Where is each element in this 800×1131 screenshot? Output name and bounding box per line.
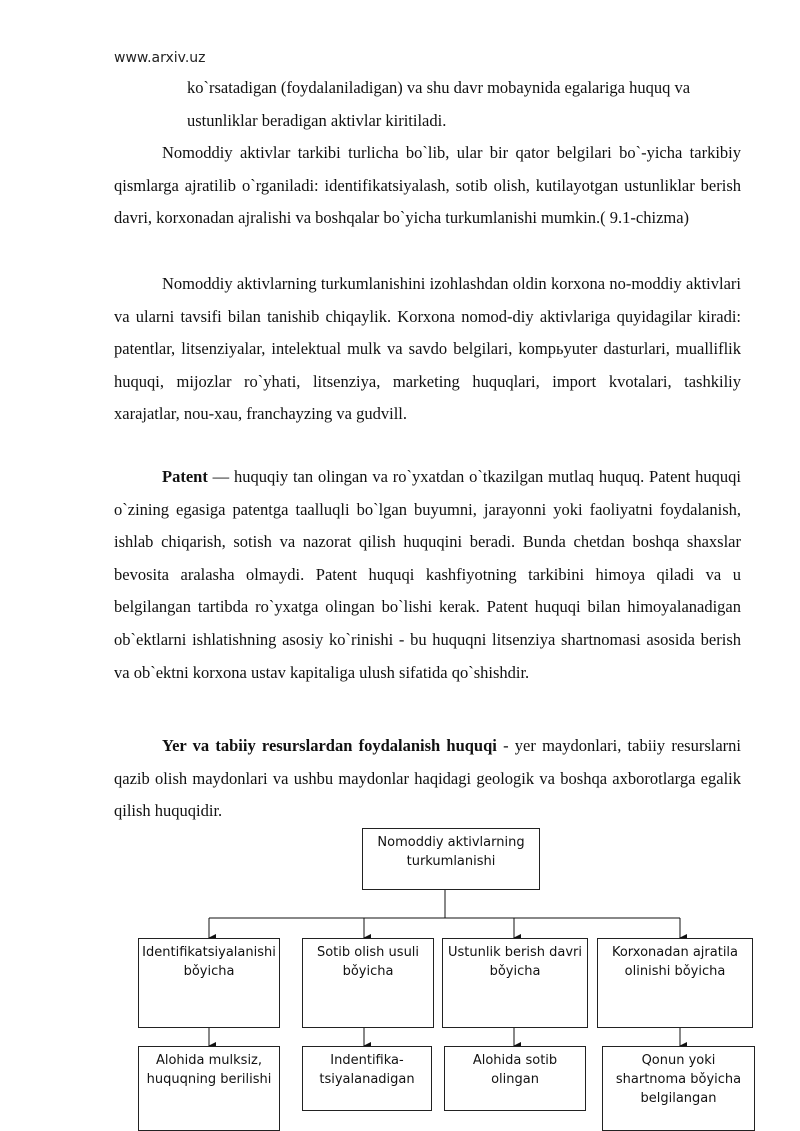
diagram-box-purchased: Alohida sotib olingan (444, 1046, 586, 1111)
term-patent: Patent (162, 467, 208, 486)
diagram-box-identification: Identifikatsiyalanishi bǒyicha (138, 938, 280, 1028)
paragraph-composition: Nomoddiy aktivlar tarkibi turlicha bo`lib, ular bir qator belgilari bo`-yicha tarkibiy qismlarga ajratilib o`rganiladi: identifikatsiyalash, sotib olish, kutilayotgan ustunliklar berish davri, korxonadan ajralishi va boshqalar bo`yicha turkumlanishi mumkin.( 9.1-chizma) (114, 143, 741, 228)
diagram-box-identifiable: Indentifika-tsiyalanadigan (302, 1046, 432, 1111)
diagram-root-box: Nomoddiy aktivlarning turkumlanishi (362, 828, 540, 890)
diagram-box-law-contract: Qonun yoki shartnoma bǒyicha belgilangan (602, 1046, 755, 1131)
term-land-rights: Yer va tabiiy resurslardan foydalanish huquqi (162, 736, 497, 755)
paragraph-continuation: ko`rsatadigan (foydalaniladigan) va shu davr mobaynida egalariga huquq va ustunliklar beradigan aktivlar kiritiladi. (187, 78, 691, 130)
paragraph-list: Nomoddiy aktivlarning turkumlanishini izohlashdan oldin korxona no-moddiy aktivlari va ularni tavsifi bilan tanishib chiqaylik. Korxona nomod-diy aktivlariga quyidagilar kiradi: patentlar, litsenziyalar, intelektual mulk va savdo belgilari, kompьyuter dasturlari, mualliflik huquqi, mijozlar ro`yhati, litsenziya, marketing huquqlari, import kvotalari, tashkiliy xarajatlar, nou-xau, franchayzing va gudvill. (114, 274, 741, 424)
diagram-box-separability: Korxonadan ajratila olinishi bǒyicha (597, 938, 753, 1028)
source-watermark: www.arxiv.uz (114, 50, 206, 66)
diagram-box-separate-right: Alohida mulksiz, huquqning berilishi (138, 1046, 280, 1131)
diagram-box-benefit-period: Ustunlik berish davri bǒyicha (442, 938, 588, 1028)
diagram-box-acquisition: Sotib olish usuli bǒyicha (302, 938, 434, 1028)
patent-definition: — huquqiy tan olingan va ro`yxatdan o`tkazilgan mutlaq huquq. Patent huquqi o`zining egasiga patentga taalluqli bo`lgan buyumni, jarayonni yoki faoliyatni foydalanish, ishlab chiqarish, sotish va nazorat qilish huquqini beradi. Bunda chetdan boshqa shaxslar bevosita aralasha olmaydi. Patent huquqi kashfiyotning tarkibini himoya qiladi va u belgilangan tartibda ro`yxatga olingan bo`lishi kerak. Patent huquqi bilan himoyalanadigan ob`ektlarni ishlatishning asosiy ko`rinishi - bu huquqni litsenziya shartnomasi asosida berish va ob`ektni korxona ustav kapitaliga ulush sifatida qo`shishdir. (114, 467, 741, 682)
land-rights-definition: - yer maydonlari, tabiiy resurslarni qazib olish maydonlari va ushbu maydonlar haqidagi geologik va boshqa axborotlarga egalik qilish huquqidir. (114, 736, 741, 821)
